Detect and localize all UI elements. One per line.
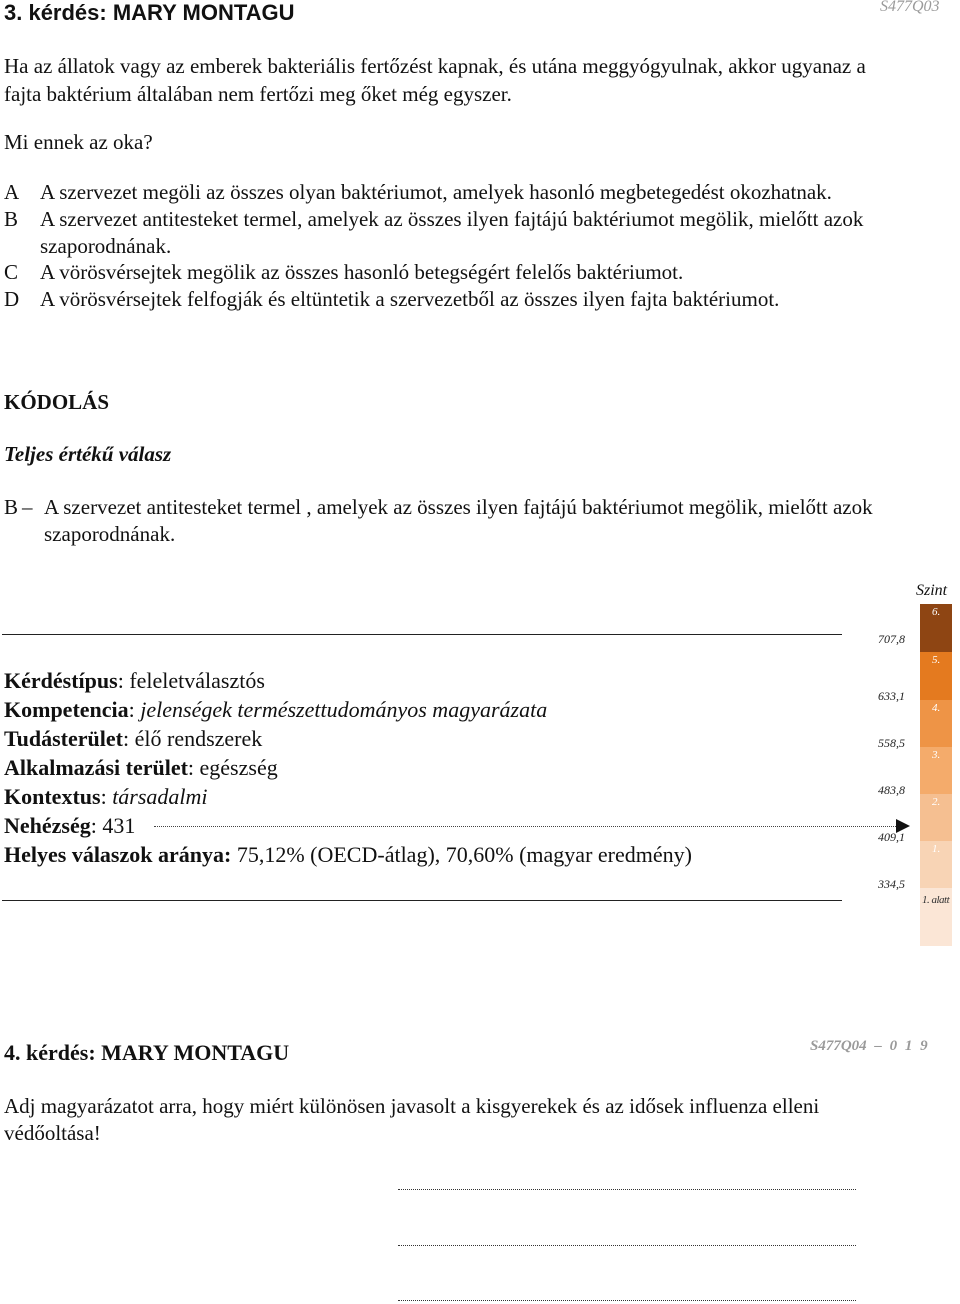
knowledge-area-row [4,726,262,752]
meta-bottom-rule [2,900,842,901]
correct-rate-row [4,842,692,868]
q4-prompt-line2: védőoltása! [4,1121,101,1145]
answer-text-cont: szaporodnának. [44,522,176,546]
option-b-letter: B [4,207,19,231]
colon: : [90,813,103,838]
knowledge-area-label: Tudásterület [4,726,123,751]
option-d-letter: D [4,287,20,311]
score-633-1: 633,1 [878,689,905,703]
difficulty-pointer-line [154,826,898,827]
colon: : [122,726,135,751]
option-d-text: A vörösvérsejtek felfogják és eltüntetik a szervezetből az összes ilyen fajta baktériumot. [40,287,780,311]
difficulty-label: Nehézség [4,813,91,838]
question-type-row [4,668,265,694]
colon: : [117,668,130,693]
option-b-text-cont: szaporodnának. [40,234,172,258]
application-area-row [4,755,278,781]
level-3-label: 3. [932,749,941,761]
q3-question: Mi ennek az oka? [4,130,153,154]
application-area-value: egészség [199,755,278,780]
q3-stem-line1: Ha az állatok vagy az emberek bakteriális fertőzést kapnak, és utána meggyógyulnak, akkor ugyanaz a [4,54,866,78]
q3-stem-line2: fajta baktérium általában nem fertőzi meg őket még egyszer. [4,82,512,106]
score-334-5: 334,5 [878,877,905,891]
question-type-value: feleletválasztós [129,668,265,693]
answer-dash: – [22,495,33,519]
q3-code: S477Q03 [880,0,940,15]
scale-title: Szint [916,582,948,599]
answer-line-3[interactable] [398,1300,856,1301]
option-a-text: A szervezet megöli az összes olyan baktériumot, amelyek hasonló megbetegedést okozhatnak. [40,180,832,204]
score-409-1: 409,1 [878,830,905,844]
competence-label: Kompetencia [4,697,129,722]
colon: : [128,697,141,722]
level-6-label: 6. [932,606,941,618]
full-credit-label: Teljes értékű válasz [4,442,172,466]
score-707-8: 707,8 [878,632,905,646]
application-area-label: Alkalmazási terület [4,755,188,780]
level-4-label: 4. [932,702,941,714]
competence-value: jelenségek természettudományos magyarázata [140,697,548,722]
correct-rate-value: 75,12% (OECD-átlag), 70,60% (magyar eredmény) [236,842,692,867]
option-a-letter: A [4,180,20,204]
difficulty-row [4,813,135,839]
answer-letter: B [4,495,19,519]
q3-heading: 3. kérdés: MARY MONTAGU [4,0,295,25]
colon: : [187,755,200,780]
answer-line-2[interactable] [398,1245,856,1246]
q4-code: S477Q04 – 0 1 9 [810,1038,928,1054]
difficulty-value: 431 [102,813,136,838]
score-483-8: 483,8 [878,783,905,797]
colon: : [100,784,113,809]
competence-row [4,697,547,723]
option-c-letter: C [4,260,19,284]
question-type-label: Kérdéstípus [4,668,118,693]
option-b-text: A szervezet antitesteket termel, amelyek az összes ilyen fajtájú baktériumot megölik, mielőtt azok [40,207,864,231]
score-558-5: 558,5 [878,736,905,750]
answer-text: A szervezet antitesteket termel , amelyek az összes ilyen fajtájú baktériumot megölik, mielőtt azok [44,495,873,519]
q4-prompt-line1: Adj magyarázatot arra, hogy miért különösen javasolt a kisgyerekek és az idősek influenza elleni [4,1094,820,1118]
context-value: társadalmi [112,784,208,809]
level-2-label: 2. [932,796,941,808]
context-label: Kontextus [4,784,101,809]
knowledge-area-value: élő rendszerek [134,726,263,751]
level-below-1-label: 1. alatt [922,894,950,906]
level-1-label: 1. [932,843,941,855]
correct-rate-label: Helyes válaszok aránya: [4,842,232,867]
context-row [4,784,208,810]
option-c-text: A vörösvérsejtek megölik az összes hasonló betegségért felelős baktériumot. [40,260,684,284]
coding-heading: KÓDOLÁS [4,390,110,414]
level-5-label: 5. [932,654,941,666]
meta-top-rule [2,634,842,635]
q4-heading: 4. kérdés: MARY MONTAGU [4,1040,290,1065]
answer-line-1[interactable] [398,1189,856,1190]
